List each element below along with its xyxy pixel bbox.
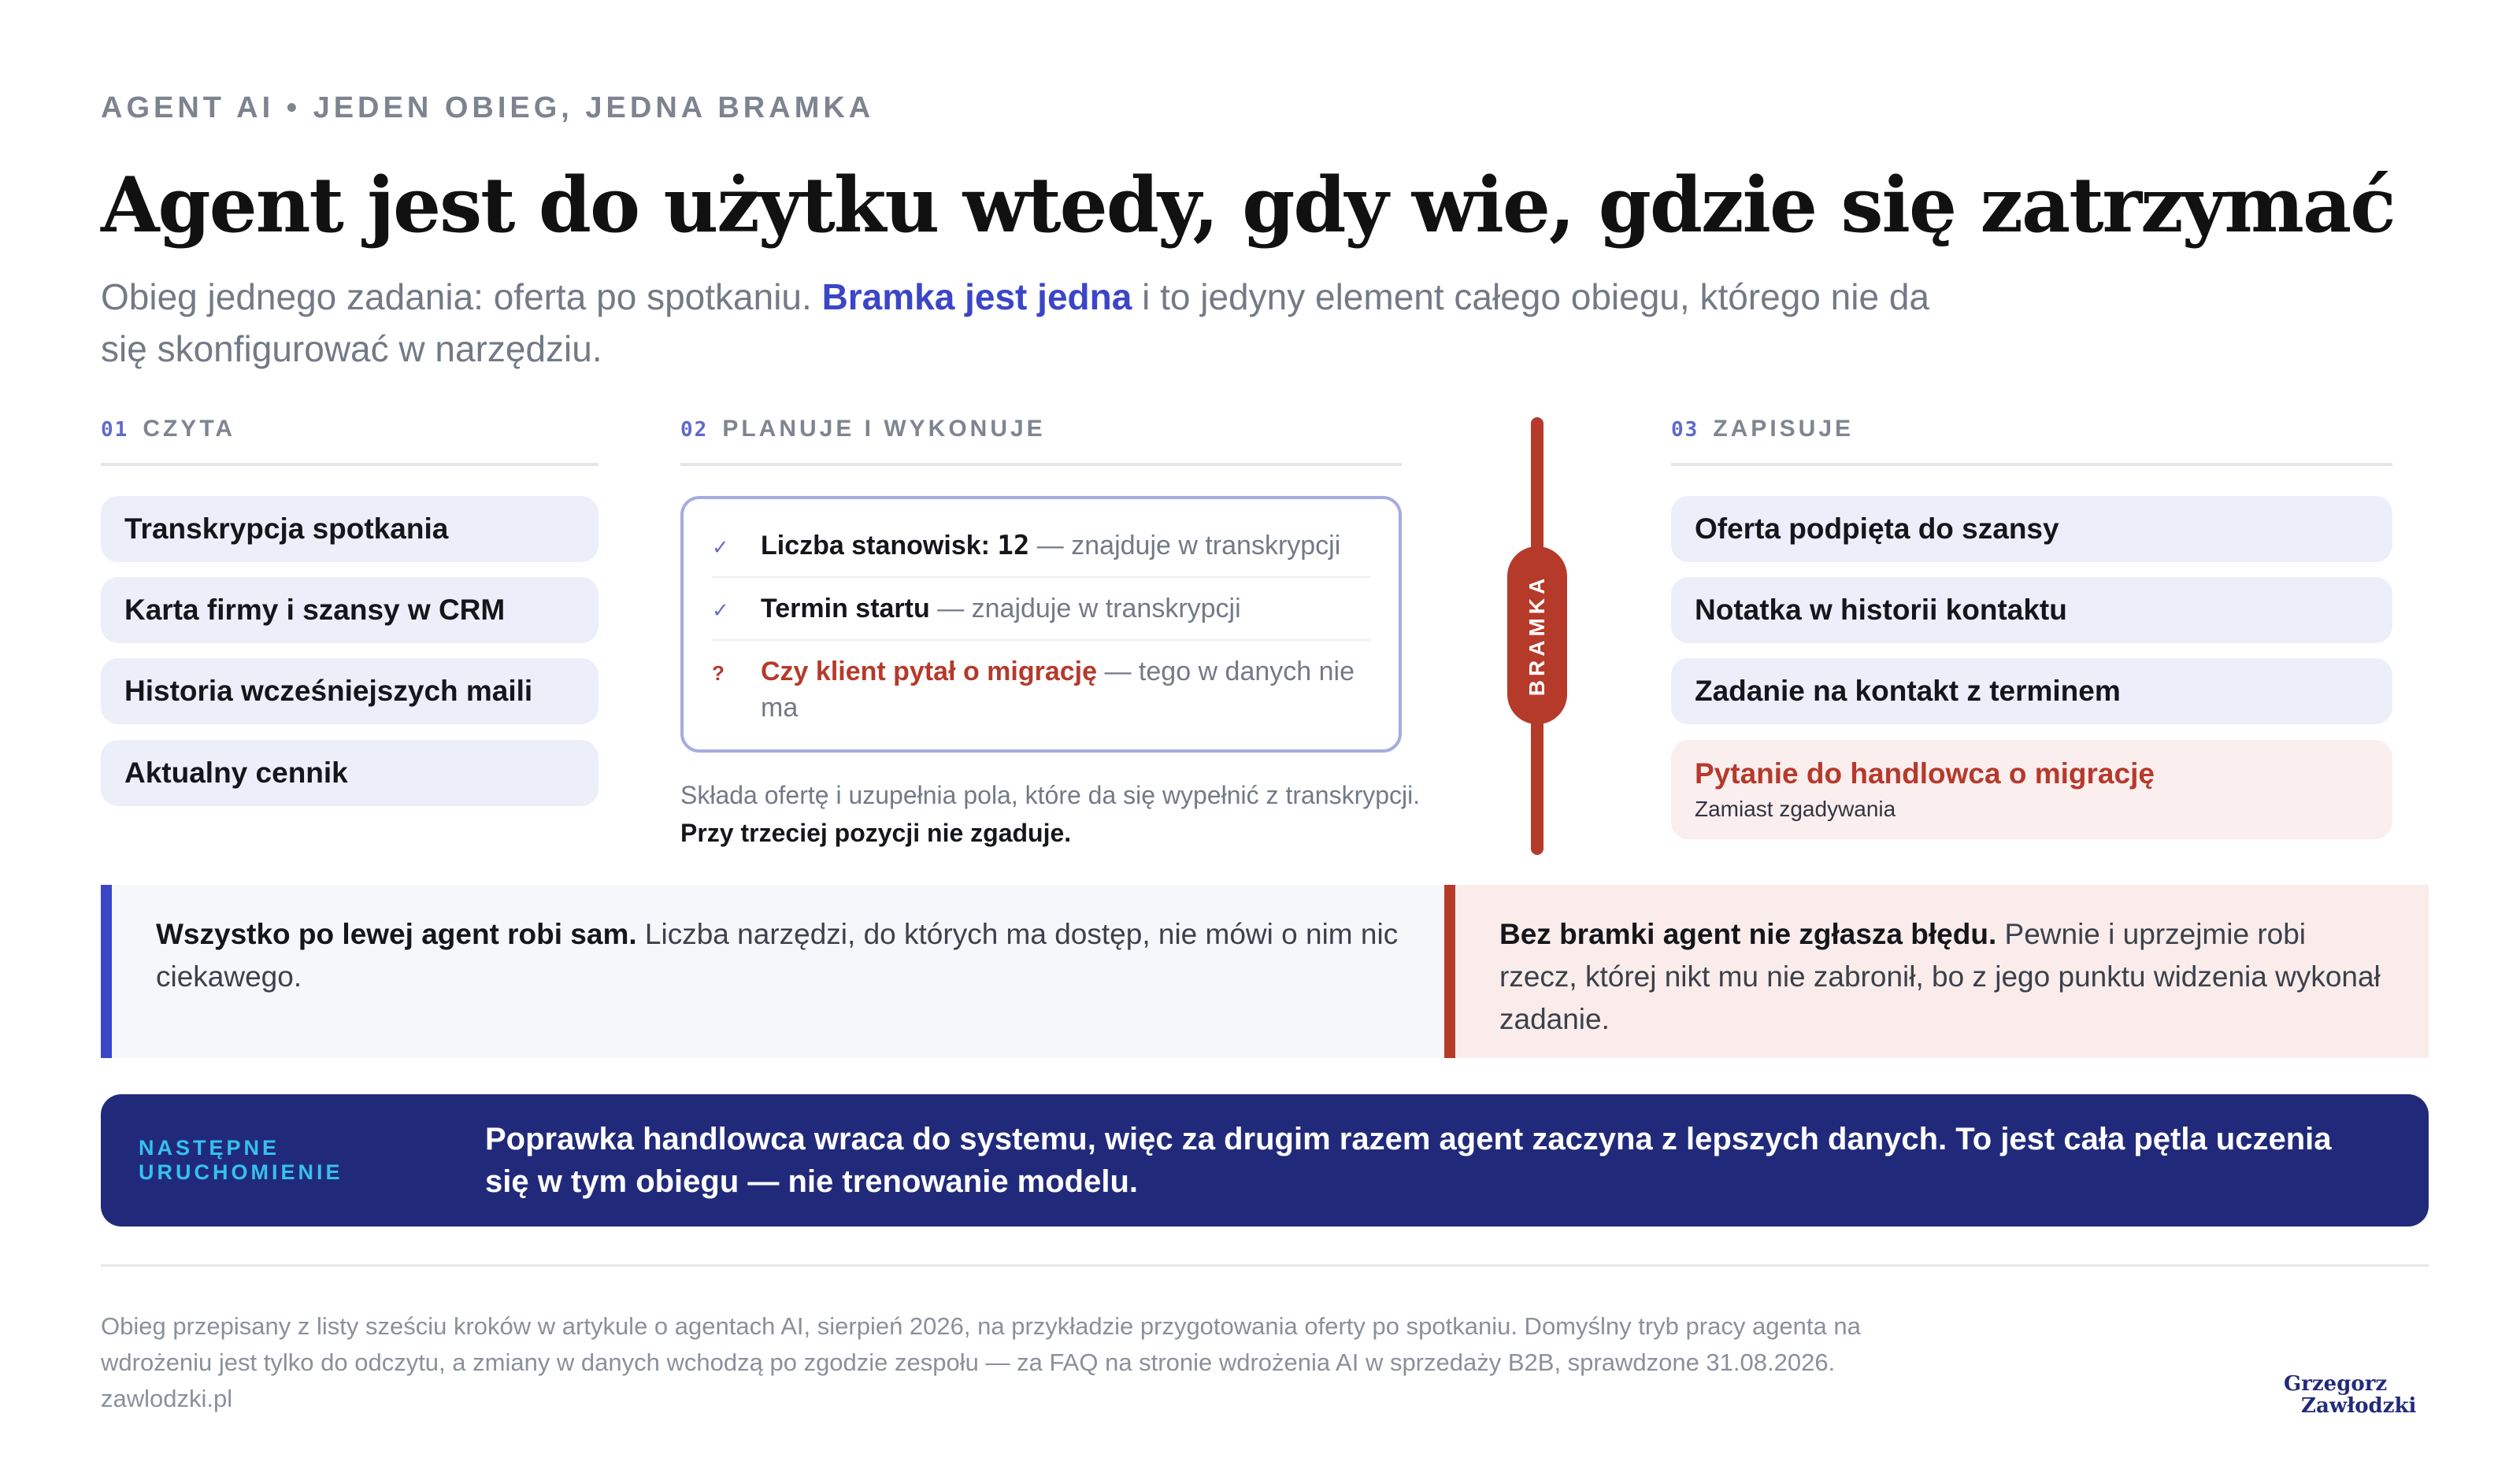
column-number: 02 <box>680 418 709 442</box>
write-item-label: Pytanie do handlowca o migrację <box>1695 757 2155 790</box>
plan-row <box>712 578 1370 641</box>
column-label: PLANUJE I WYKONUJE <box>722 416 1046 442</box>
read-item-label: Historia wcześniejszych maili <box>124 675 533 707</box>
column-label: CZYTA <box>143 416 236 442</box>
footer-source: Obieg przepisany z listy sześciu kroków w artykule o agentach AI, sierpień 2026, na przykładzie przygotowania oferty po spotkaniu. Domyślny tryb pracy agenta na wdrożeniu jest tylko do odczytu, a zmiany w danych wchodzą po zgodzie zespołu — za FAQ na stronie wdrożenia AI w sprzedaży B2B, sprawdzone 31.08.2026. zawlodzki.pl <box>101 1312 1861 1412</box>
write-item-offer <box>1671 496 2392 562</box>
plan-row-text <box>761 590 1241 627</box>
read-item-label: Aktualny cennik <box>124 757 348 789</box>
column-header-write <box>1671 416 2392 466</box>
write-item-question <box>1671 740 2392 839</box>
plan-row-value: 12 <box>997 530 1030 561</box>
plan-row-text <box>761 653 1370 726</box>
callout-bold: Wszystko po lewej agent robi sam. <box>156 918 637 950</box>
banner-tag: NASTĘPNE URUCHOMIENIE <box>139 1136 343 1184</box>
column-number: 03 <box>1671 418 1699 442</box>
plan-note <box>680 776 1436 852</box>
plan-checklist <box>680 496 1402 753</box>
question-mark-icon: ? <box>712 661 724 685</box>
lead-highlight: Bramka jest jedna <box>821 276 1132 317</box>
write-item-label: Notatka w historii kontaktu <box>1695 594 2067 626</box>
write-item-note <box>1671 577 2392 643</box>
write-item-label: Oferta podpięta do szansy <box>1695 512 2059 545</box>
banner-text: Poprawka handlowca wraca do systemu, więc za drugim razem agent zaczyna z lepszych danych. To jest cała pętla uczenia się w tym obiegu — nie trenowanie modelu. <box>485 1122 2332 1199</box>
page-title: Agent jest do użytku wtedy, gdy wie, gdzie się zatrzymać <box>101 161 2395 250</box>
plan-row-label: Termin startu <box>761 594 930 623</box>
column-number: 01 <box>101 418 129 442</box>
callout-autonomous <box>101 885 1444 1058</box>
write-item-sub: Zamiast zgadywania <box>1695 797 1896 821</box>
plan-row-label: Liczba stanowisk: <box>761 531 998 561</box>
callout-text: Pewnie i uprzejmie robi rzecz, której nikt mu nie zabronił, bo z jego punktu widzenia wykonał zadanie. <box>1499 918 2381 1035</box>
check-icon: ✓ <box>712 535 729 559</box>
read-item-pricelist <box>101 740 598 806</box>
plan-row-text <box>761 527 1340 564</box>
callout-text: Liczba narzędzi, do których ma dostęp, nie mówi o nim nic ciekawego. <box>156 918 1399 993</box>
plan-row <box>712 515 1370 578</box>
plan-note-bold: Przy trzeciej pozycji nie zgaduje. <box>680 819 1072 847</box>
check-icon: ✓ <box>712 598 729 622</box>
footer-divider <box>101 1264 2429 1267</box>
callout-bold: Bez bramki agent nie zgłasza błędu. <box>1499 918 1997 950</box>
brand-last-name: Zawłodzki <box>2301 1394 2417 1418</box>
lead-paragraph <box>101 271 1975 375</box>
brand-first-name: Grzegorz <box>2284 1372 2388 1396</box>
callout-no-gate <box>1444 885 2429 1058</box>
plan-row-note: — znajduje w transkrypcji <box>929 594 1241 623</box>
read-item-label: Transkrypcja spotkania <box>124 512 449 545</box>
brand-logo <box>2284 1373 2429 1417</box>
eyebrow: AGENT AI • JEDEN OBIEG, JEDNA BRAMKA <box>101 91 875 124</box>
column-header-read <box>101 416 598 466</box>
plan-row-label: Czy klient pytał o migrację <box>761 657 1098 686</box>
read-item-mail-history <box>101 658 598 724</box>
write-item-task <box>1671 658 2392 724</box>
next-run-banner <box>101 1094 2429 1227</box>
gate-label: BRAMKA <box>1525 574 1549 697</box>
read-item-crm <box>101 577 598 643</box>
read-item-transcript <box>101 496 598 562</box>
column-label: ZAPISUJE <box>1713 416 1855 442</box>
column-header-plan <box>680 416 1402 466</box>
plan-row <box>712 641 1370 737</box>
plan-note-text: Składa ofertę i uzupełnia pola, które da się wypełnić z transkrypcji. <box>680 781 1421 809</box>
gate-marker <box>1507 546 1567 724</box>
lead-text: Obieg jednego zadania: oferta po spotkaniu. <box>101 276 822 317</box>
plan-row-note: — znajduje w transkrypcji <box>1029 531 1341 561</box>
lead-text-end: i to jedyny element całego obiegu, którego nie da się skonfigurować w narzędziu. <box>101 276 1929 369</box>
plan-row-note: — tego w danych nie ma <box>761 657 1354 723</box>
write-item-label: Zadanie na kontakt z terminem <box>1695 675 2121 707</box>
read-item-label: Karta firmy i szansy w CRM <box>124 594 506 626</box>
